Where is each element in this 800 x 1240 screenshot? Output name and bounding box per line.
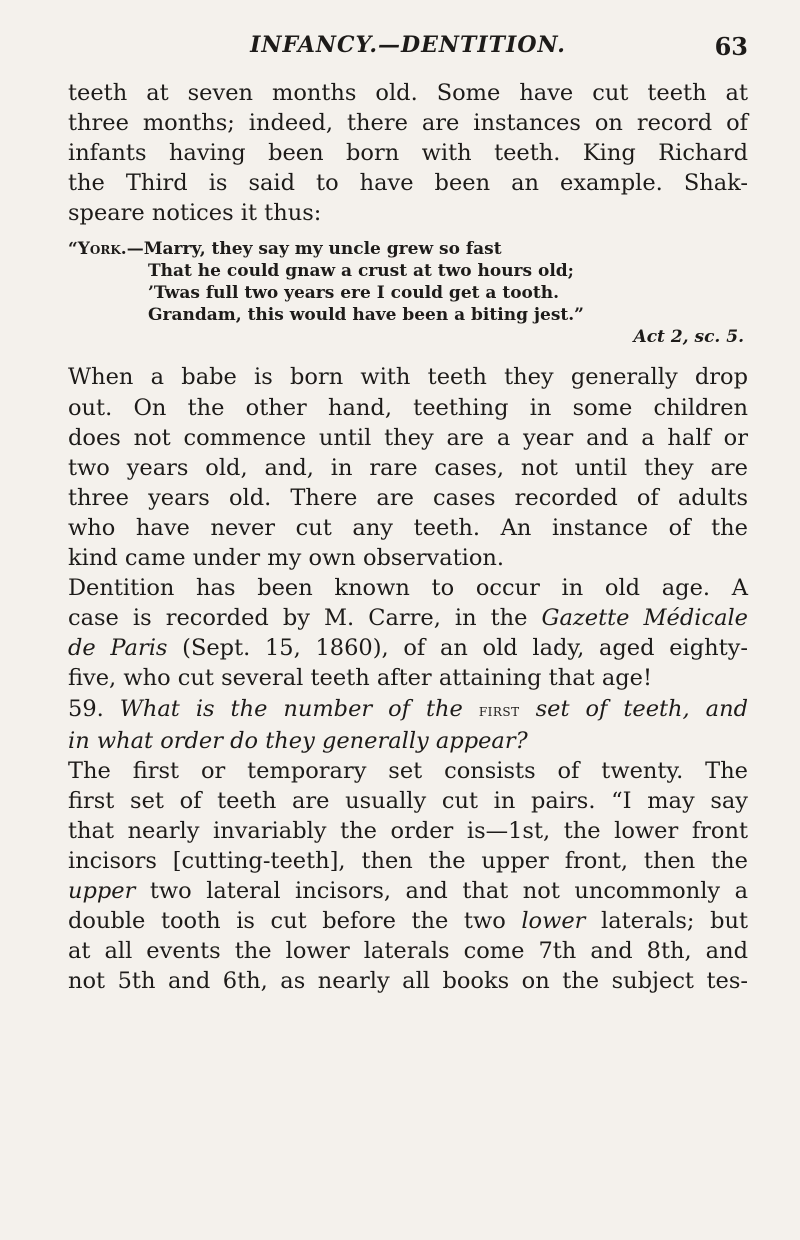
text-line: the Third is said to have been an example. Shak- [68, 170, 748, 197]
paragraph [68, 573, 748, 693]
text-line: first set of teeth are usually cut in pairs. “I may say [68, 787, 748, 814]
text-line: three months; indeed, there are instances on record of [68, 110, 748, 137]
emphasis: lower [521, 908, 586, 935]
text-line: teeth at seven months old. Some have cut teeth at [68, 80, 748, 106]
question-emphasis: first [478, 700, 520, 721]
text-line [68, 876, 748, 906]
question-number: 59. [68, 695, 104, 722]
verse-quotation [68, 238, 748, 348]
verse-text: —Marry, they say my uncle grew so fast [126, 239, 502, 260]
text-line [68, 694, 748, 726]
text-line: incisors [cutting-teeth], then the upper front, then the [68, 847, 748, 874]
journal-title: Gazette Médicale [541, 605, 748, 632]
text-line: five, who cut several teeth after attaining that age! [68, 665, 653, 692]
text-line [68, 633, 748, 663]
body-text [68, 78, 748, 996]
text-line: speare notices it thus: [68, 200, 322, 227]
question-text: What is the number of the [103, 695, 479, 722]
question-text: set of teeth, and [519, 695, 748, 722]
text-line: two years old, and, in rare cases, not until they are [68, 454, 748, 481]
text-line: not 5th and 6th, as nearly all books on the subject tes- [68, 968, 748, 995]
text-run: (Sept. 15, 1860), of an old lady, aged eighty- [167, 635, 748, 662]
text-line: that nearly invariably the order is—1st, the lower front [68, 817, 748, 844]
question [68, 694, 748, 756]
text-line: The first or temporary set consists of twenty. The [68, 757, 748, 784]
emphasis: upper [68, 878, 136, 905]
journal-title: de Paris [68, 635, 168, 662]
text-line: When a babe is born with teeth they generally drop [68, 364, 748, 391]
text-line [68, 726, 748, 756]
text-line: out. On the other hand, teething in some children [68, 394, 748, 421]
verse-citation: Act 2, sc. 5. [633, 327, 744, 348]
running-head [68, 28, 748, 64]
text-run: double tooth is cut before the two [68, 908, 522, 935]
paragraph [68, 756, 748, 997]
verse-line: Grandam, this would have been a biting jest.” [148, 305, 584, 326]
text-run: case is recorded by M. Carre, in the [68, 605, 542, 632]
verse-line: That he could gnaw a crust at two hours old; [148, 261, 574, 282]
text-line: does not commence until they are a year and a half or [68, 424, 748, 451]
paragraph [68, 362, 748, 573]
text-run: two lateral incisors, and that not uncommonly a [135, 878, 748, 905]
text-line: kind came under my own observation. [68, 545, 505, 572]
text-line [68, 906, 748, 936]
running-title: INFANCY.—DENTITION. [250, 32, 566, 58]
text-line: infants having been born with teeth. King Richard [68, 140, 748, 167]
text-line: Dentition has been known to occur in old age. A [68, 575, 748, 602]
paragraph [68, 78, 748, 228]
question-text: in what order do they generally appear? [68, 727, 528, 754]
text-line: who have never cut any teeth. An instance of the [68, 514, 748, 541]
verse-line [68, 238, 748, 260]
text-line: at all events the lower laterals come 7th and 8th, and [68, 938, 748, 965]
verse-speaker: York. [77, 239, 127, 260]
text-line: three years old. There are cases recorded of adults [68, 484, 748, 511]
text-run: laterals; but [585, 908, 749, 935]
verse-line: ’Twas full two years ere I could get a tooth. [148, 283, 560, 304]
open-quote: “ [68, 239, 78, 260]
page-number: 63 [714, 32, 748, 61]
text-line [68, 603, 748, 633]
